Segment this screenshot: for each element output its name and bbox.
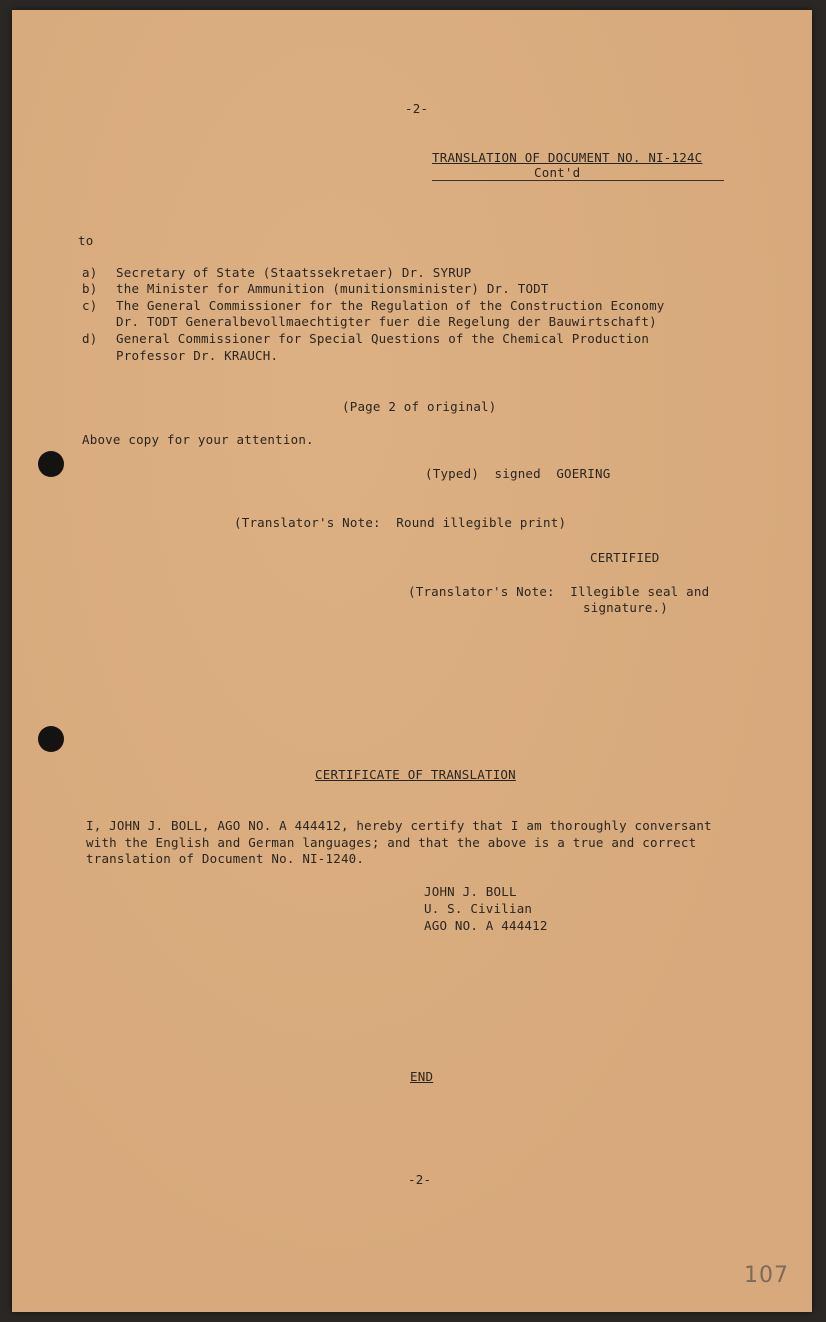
recipient-line: Secretary of State (Staatssekretaer) Dr. SYRUP bbox=[116, 265, 472, 280]
translator-note: (Translator's Note: Round illegible print) bbox=[234, 515, 567, 530]
end-label: END bbox=[410, 1069, 434, 1084]
recipient-line: Dr. TODT Generalbevollmaechtigter fuer die Regelung der Bauwirtschaft) bbox=[116, 314, 657, 329]
recipient-line: General Commissioner for Special Questions of the Chemical Production bbox=[116, 331, 650, 346]
recipient-line: Professor Dr. KRAUCH. bbox=[116, 348, 279, 363]
recipient-letter: a) bbox=[82, 265, 98, 280]
recipient-line: the Minister for Ammunition (munitionsminister) Dr. TODT bbox=[116, 281, 549, 296]
to-label: to bbox=[78, 233, 94, 248]
certificate-body: with the English and German languages; and that the above is a true and correct bbox=[86, 835, 697, 850]
recipient-letter: b) bbox=[82, 281, 98, 296]
punch-hole bbox=[38, 726, 64, 752]
page-number-bottom: -2- bbox=[408, 1172, 432, 1187]
translator-note: (Translator's Note: Illegible seal and bbox=[408, 584, 710, 599]
attention-line: Above copy for your attention. bbox=[82, 432, 314, 447]
certificate-body: translation of Document No. NI-1240. bbox=[86, 851, 365, 866]
handwritten-page-number: 107 bbox=[744, 1263, 789, 1288]
recipient-letter: d) bbox=[82, 331, 98, 346]
document-title: TRANSLATION OF DOCUMENT NO. NI-124C bbox=[432, 150, 703, 165]
signer-ago: AGO NO. A 444412 bbox=[424, 918, 548, 933]
certified-label: CERTIFIED bbox=[590, 550, 660, 565]
signer-name: JOHN J. BOLL bbox=[424, 884, 517, 899]
page-note: (Page 2 of original) bbox=[342, 399, 497, 414]
document-page bbox=[12, 10, 812, 1312]
translator-note: signature.) bbox=[583, 600, 668, 615]
signer-status: U. S. Civilian bbox=[424, 901, 533, 916]
certificate-body: I, JOHN J. BOLL, AGO NO. A 444412, hereby certify that I am thoroughly conversant bbox=[86, 818, 712, 833]
signed-line: (Typed) signed GOERING bbox=[425, 466, 611, 481]
certificate-title: CERTIFICATE OF TRANSLATION bbox=[315, 767, 516, 782]
recipient-line: The General Commissioner for the Regulation of the Construction Economy bbox=[116, 298, 665, 313]
punch-hole bbox=[38, 451, 64, 477]
page-number-top: -2- bbox=[405, 101, 429, 116]
recipient-letter: c) bbox=[82, 298, 98, 313]
contd-label: Cont'd bbox=[534, 165, 581, 180]
